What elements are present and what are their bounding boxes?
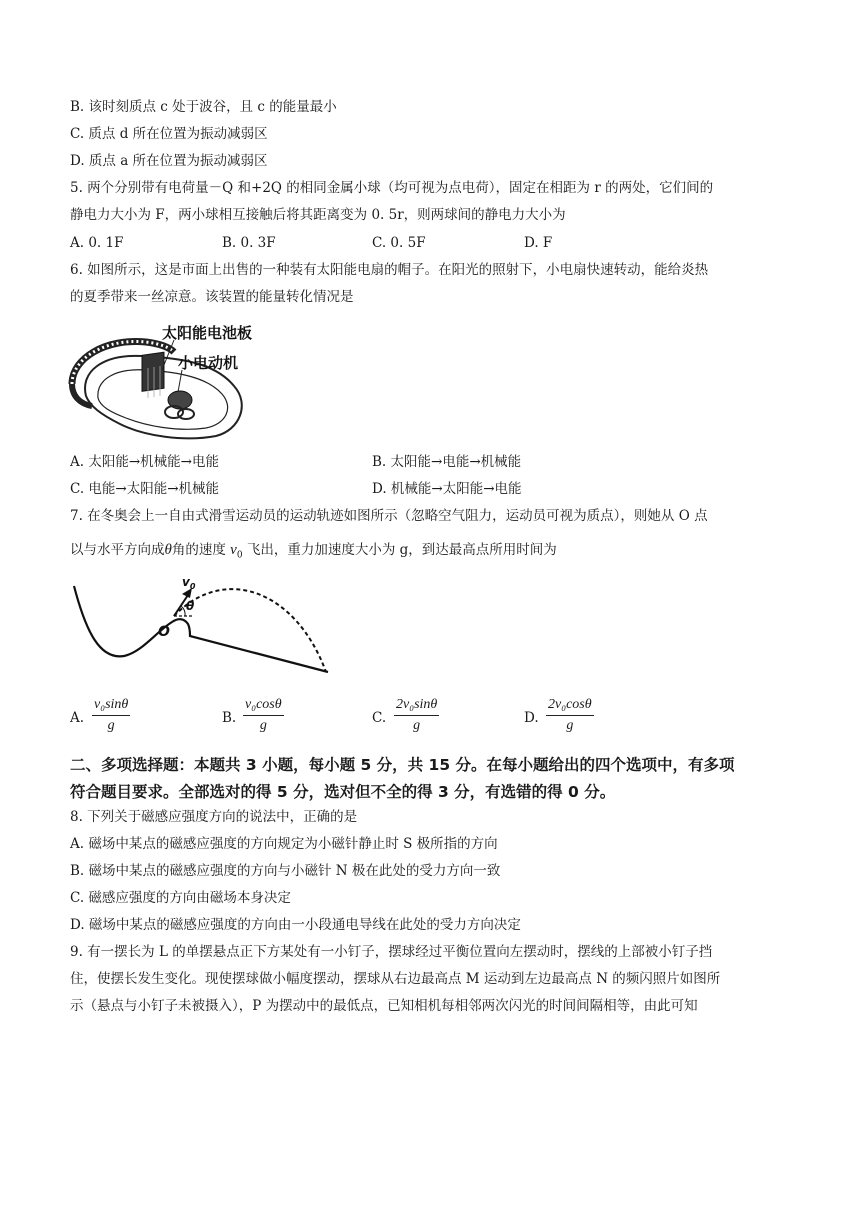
theta-symbol: θ xyxy=(164,542,172,558)
q4-option-b: B. 该时刻质点 c 处于波谷，且 c 的能量最小 xyxy=(70,99,337,115)
q9-stem-line1: 9. 有一摆长为 L 的单摆悬点正下方某处有一小钉子，摆球经过平衡位置向左摆动时，摆线的上部被小钉子挡 xyxy=(70,944,713,960)
q9-stem-line3: 示（悬点与小钉子未被摄入），P 为摆动中的最低点，已知相机每相邻两次闪光的时间间隔相等，由此可知 xyxy=(70,998,698,1014)
q7-stem-line1: 7. 在冬奥会上一自由式滑雪运动员的运动轨迹如图所示（忽略空气阻力，运动员可视为质点），则她从 O 点 xyxy=(70,508,708,524)
q4-option-c: C. 质点 d 所在位置为振动减弱区 xyxy=(70,126,268,142)
q6-stem-line2: 的夏季带来一丝凉意。该装置的能量转化情况是 xyxy=(70,289,354,305)
q9-stem-line2: 住，使摆长发生变化。现使摆球做小幅度摆动，摆球从右边最高点 M 运动到左边最高点 N 的频闪照片如图所 xyxy=(70,971,721,987)
section2-heading-line1: 二、多项选择题：本题共 3 小题，每小题 5 分，共 15 分。在每小题给出的四个选项中，有多项 xyxy=(70,756,735,774)
trajectory-dashed xyxy=(174,589,326,672)
q7-option-d-numerator: 2v₀cosθ xyxy=(546,697,594,716)
q7-line2-part3: 飞出，重力加速度大小为 g，到达最高点所用时间为 xyxy=(246,542,557,558)
q7-option-b-denominator: g xyxy=(259,718,267,733)
q6-option-a: A. 太阳能→机械能→电能 xyxy=(70,454,219,470)
solar-panel-label: 太阳能电池板 xyxy=(162,324,253,342)
q5-stem-line2: 静电力大小为 F，两小球相互接触后将其距离变为 0. 5r，则两球间的静电力大小为 xyxy=(70,207,566,223)
q5-stem-line1: 5. 两个分别带有电荷量－Q 和+2Q 的相同金属小球（均可视为点电荷），固定在相距为 r 的两处，它们间的 xyxy=(70,180,714,196)
q8-option-c: C. 磁感应强度的方向由磁场本身决定 xyxy=(70,890,291,906)
ski-slope-curve xyxy=(74,586,328,672)
q7-option-c-denominator: g xyxy=(413,718,421,733)
q6-option-b: B. 太阳能→电能→机械能 xyxy=(372,454,522,470)
q7-line2-part2: 角的速度 xyxy=(171,542,226,558)
q6-option-d: D. 机械能→太阳能→电能 xyxy=(372,481,522,497)
q6-stem-line1: 6. 如图所示，这是市面上出售的一种装有太阳能电扇的帽子。在阳光的照射下，小电扇快速转动，能给炎热 xyxy=(70,262,709,278)
velocity-symbol: v xyxy=(230,542,237,558)
q7-option-d-denominator: g xyxy=(566,718,574,733)
q7-option-c-numerator: 2v₀sinθ xyxy=(394,697,439,716)
q7-option-b-numerator: v₀cosθ xyxy=(243,697,284,716)
q5-option-b: B. 0. 3F xyxy=(222,235,276,251)
section2-heading-line2: 符合题目要求。全部选对的得 5 分，选对但不全的得 3 分，有选错的得 0 分。 xyxy=(70,783,616,801)
q7-option-c-fraction xyxy=(394,697,439,734)
q7-option-b-letter: B. xyxy=(222,710,237,726)
q7-option-a-denominator: g xyxy=(107,718,115,733)
q7-option-b-fraction xyxy=(243,697,284,734)
q7-line2-part1: 以与水平方向成 xyxy=(70,542,165,558)
solar-hat-figure xyxy=(66,312,286,444)
q7-option-d-letter: D. xyxy=(524,710,539,726)
q5-option-d: D. F xyxy=(524,235,553,251)
q7-option-a-letter: A. xyxy=(70,710,85,726)
q7-option-d-fraction xyxy=(546,697,594,734)
origin-label: O xyxy=(158,624,170,640)
q8-stem: 8. 下列关于磁感应强度方向的说法中，正确的是 xyxy=(70,809,358,825)
velocity-subscript: 0 xyxy=(236,550,243,561)
q7-stem-line2 xyxy=(70,540,557,566)
v0-label: $v_0$ xyxy=(182,575,196,591)
theta-label: θ xyxy=(186,599,195,613)
q5-option-c: C. 0. 5F xyxy=(372,235,426,251)
q5-option-a: A. 0. 1F xyxy=(70,235,124,251)
q6-option-c: C. 电能→太阳能→机械能 xyxy=(70,481,220,497)
q7-option-c-letter: C. xyxy=(372,710,387,726)
ski-trajectory-figure xyxy=(64,572,340,684)
q8-option-a: A. 磁场中某点的磁感应强度的方向规定为小磁针静止时 S 极所指的方向 xyxy=(70,836,498,852)
solar-panel-shape xyxy=(142,352,164,391)
motor-label: 小电动机 xyxy=(178,354,239,372)
q7-option-a-numerator: v₀sinθ xyxy=(92,697,130,716)
q4-option-d: D. 质点 a 所在位置为振动减弱区 xyxy=(70,153,268,169)
q7-option-a-fraction xyxy=(92,697,130,734)
q8-option-b: B. 磁场中某点的磁感应强度的方向与小磁针 N 极在此处的受力方向一致 xyxy=(70,863,501,879)
q8-option-d: D. 磁场中某点的磁感应强度的方向由一小段通电导线在此处的受力方向决定 xyxy=(70,917,521,933)
